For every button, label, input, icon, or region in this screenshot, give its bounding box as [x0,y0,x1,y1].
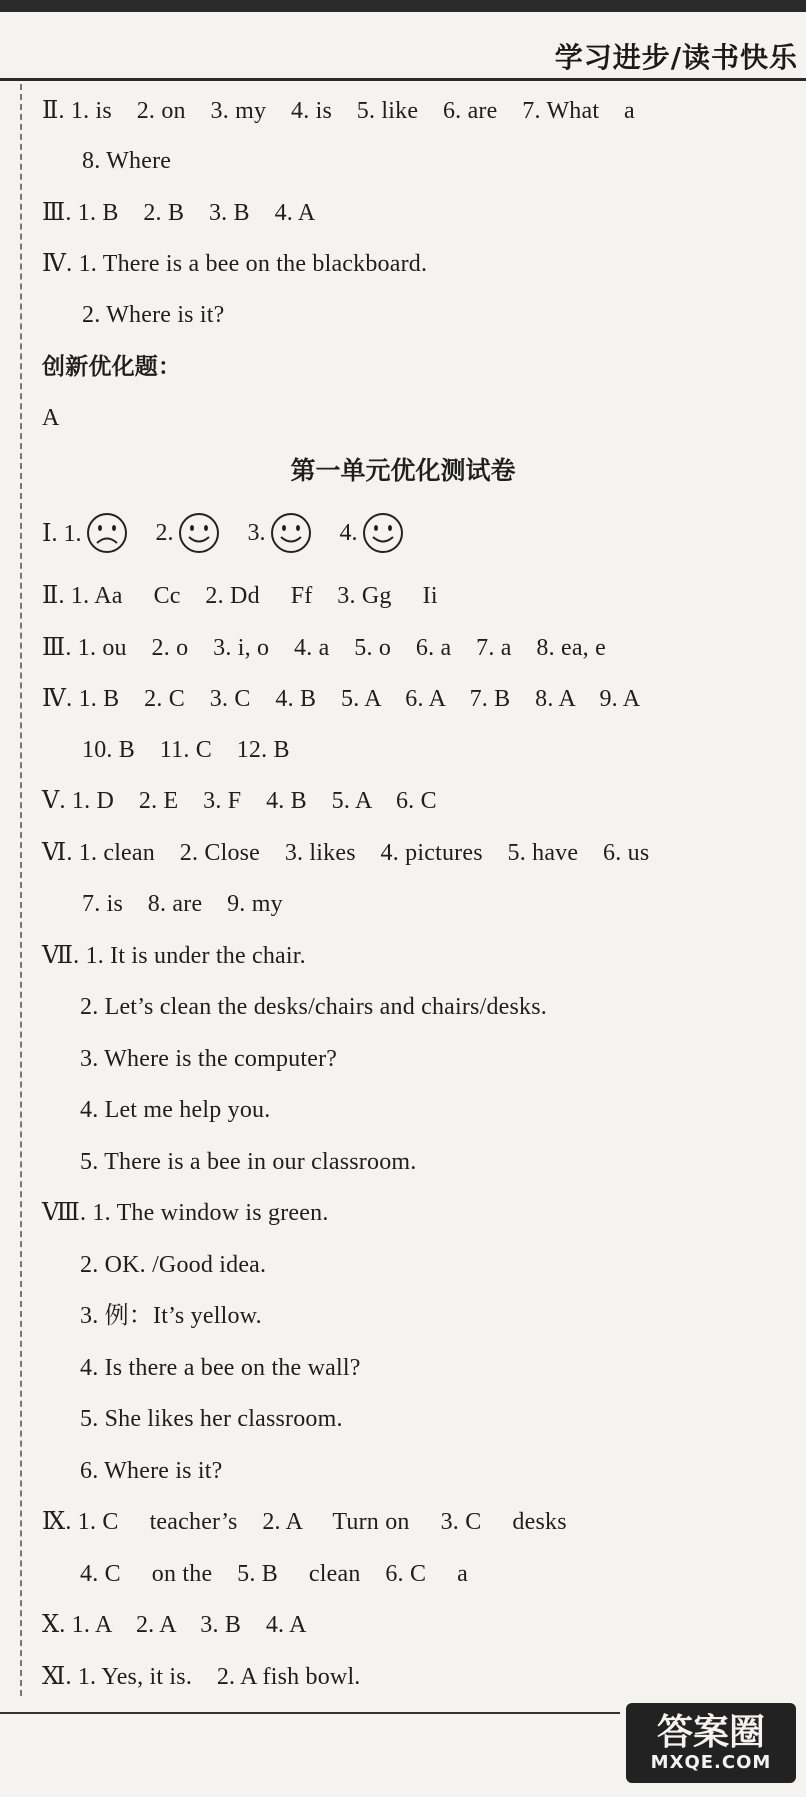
answer-line: 5. There is a bee in our classroom. [80,1149,417,1175]
answer-line: A [42,405,60,431]
face-label: 3. [247,519,266,546]
sad-face-icon [85,511,129,555]
answer-line: 4. C on the 5. B clean 6. C a [80,1561,469,1587]
answer-line: 2. Where is it? [82,302,225,328]
answer-line: 4. Is there a bee on the wall? [80,1355,361,1381]
top-edge-bar [0,0,806,12]
watermark-text: 答案圈 [656,1712,765,1753]
smiley-face-icon [177,511,221,555]
section-heading: 创新优化题： [42,354,182,380]
header-title: 学习进步/读书快乐 [554,41,798,74]
answer-line: 2. Let’s clean the desks/chairs and chairs/desks. [80,994,547,1020]
answer-line: Ⅶ. 1. It is under the chair. [42,943,306,969]
answer-line: Ⅳ. 1. There is a bee on the blackboard. [42,251,428,277]
answer-line: Ⅱ. 1. is 2. on 3. my 4. is 5. like 6. are 7. What a [42,98,635,124]
answer-line: 5. She likes her classroom. [80,1406,343,1432]
section-title: 第一单元优化测试卷 [290,456,516,485]
answer-line: Ⅳ. 1. B 2. C 3. C 4. B 5. A 6. A 7. B 8. A 9. A [42,686,641,712]
faces-prefix: Ⅰ. 1. [42,520,82,547]
answer-line: Ⅹ. 1. A 2. A 3. B 4. A [42,1612,307,1638]
answer-line: 4. Let me help you. [80,1097,271,1123]
faces-row [42,508,431,558]
answer-line: Ⅴ. 1. D 2. E 3. F 4. B 5. A 6. C [42,788,437,814]
header-rule [0,78,806,81]
answer-line: 10. B 11. C 12. B [82,737,290,763]
smiley-face-icon [361,511,405,555]
answer-line: 7. is 8. are 9. my [82,891,283,917]
watermark-logo [626,1703,796,1783]
answer-line: Ⅱ. 1. Aa Cc 2. Dd Ff 3. Gg Ii [42,583,438,609]
answer-line: 8. Where [82,148,172,174]
answer-line: 3. Where is the computer? [80,1046,338,1072]
answer-line: Ⅲ. 1. B 2. B 3. B 4. A [42,200,316,226]
answer-line: 2. OK. /Good idea. [80,1252,267,1278]
margin-dashed-rule [20,84,22,1696]
answer-line: Ⅺ. 1. Yes, it is. 2. A fish bowl. [42,1664,361,1690]
answer-line: Ⅸ. 1. C teacher’s 2. A Turn on 3. C desks [42,1509,567,1535]
smiley-face-icon [269,511,313,555]
bottom-rule [0,1712,620,1714]
answer-line: Ⅷ. 1. The window is green. [42,1200,329,1226]
answer-line: 3. 例：It’s yellow. [80,1303,262,1329]
face-label: 2. [155,519,174,546]
answer-line: Ⅲ. 1. ou 2. o 3. i, o 4. a 5. o 6. a 7. a 8. ea, e [42,635,606,661]
answer-line: 6. Where is it? [80,1458,223,1484]
face-label: 4. [339,519,358,546]
watermark-url: MXQE.COM [650,1752,772,1773]
answer-line: Ⅵ. 1. clean 2. Close 3. likes 4. pictures 5. have 6. us [42,840,650,866]
